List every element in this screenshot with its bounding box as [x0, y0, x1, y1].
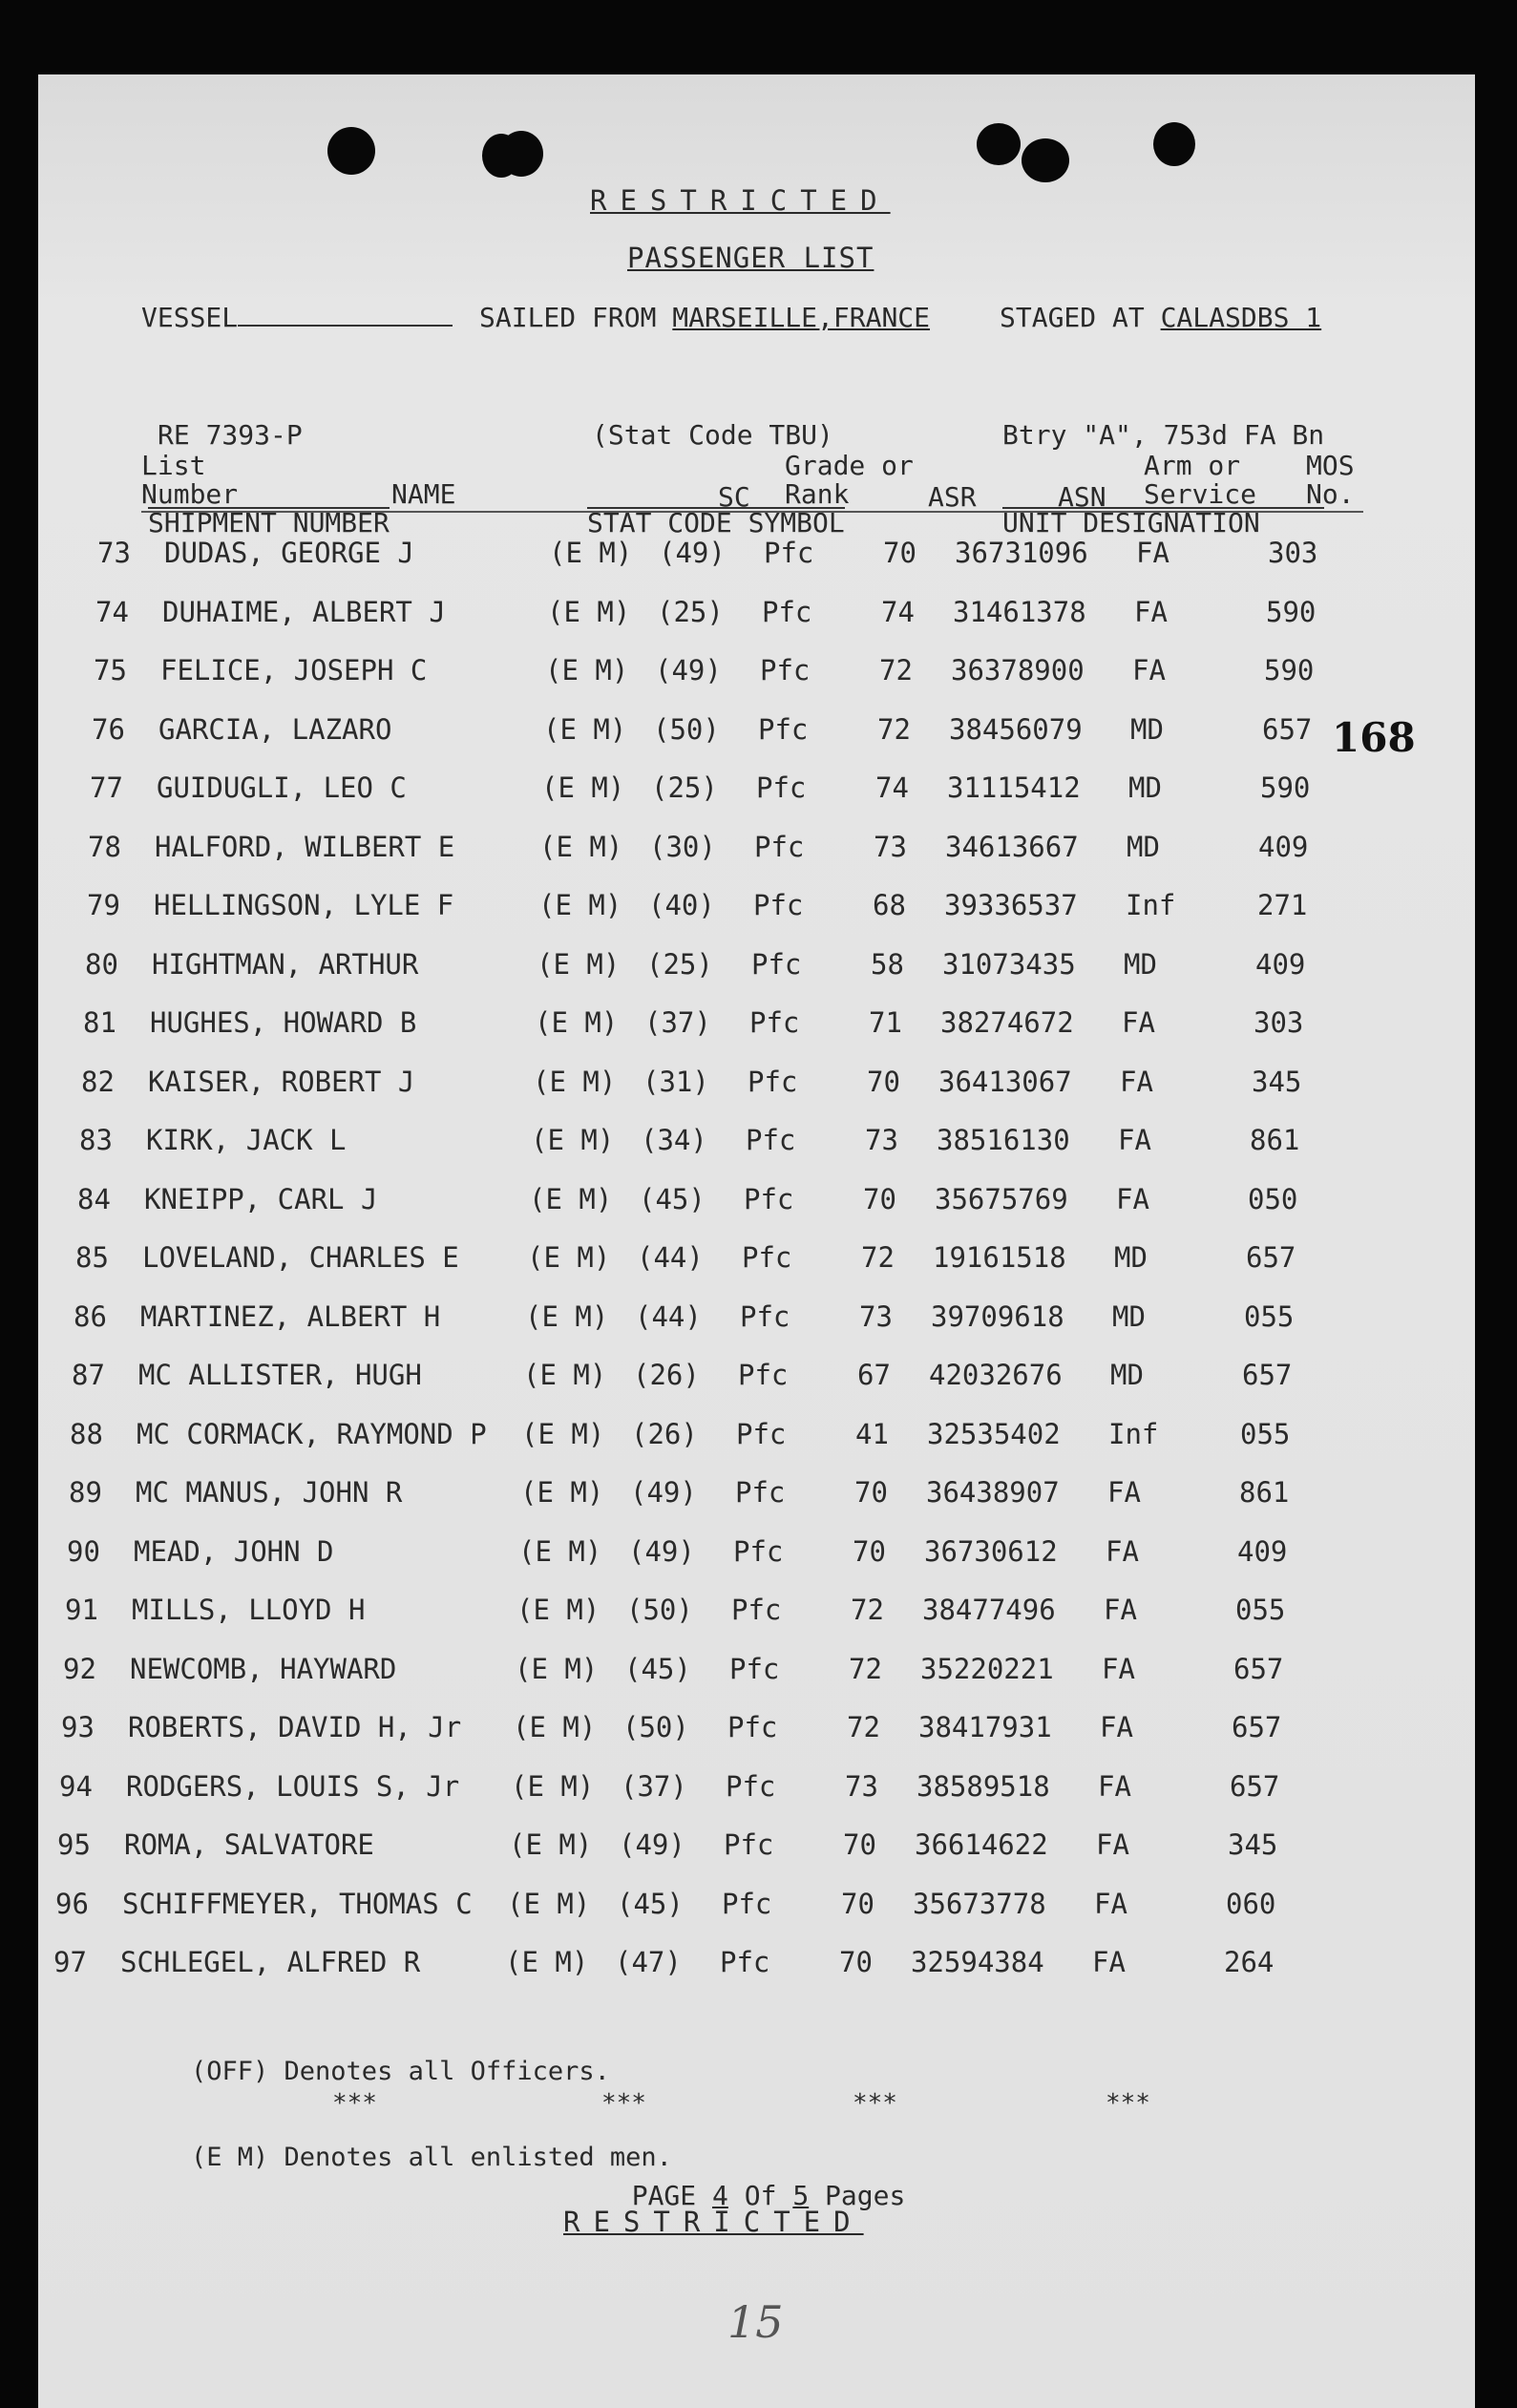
table-row — [0, 1535, 1413, 1577]
cell-cat: (E M) — [509, 1828, 593, 1861]
cell-cat: (E M) — [545, 654, 629, 686]
cell-mos: 657 — [1262, 712, 1313, 746]
cell-asn: 36731096 — [955, 537, 1088, 569]
table-row — [0, 1124, 1413, 1166]
cell-name: KIRK, JACK L — [146, 1124, 347, 1156]
cell-grade: Pfc — [729, 1652, 780, 1685]
punch-hole — [1022, 138, 1069, 182]
cell-cat: (E M) — [521, 1417, 605, 1450]
classification-bottom: RESTRICTED — [563, 2206, 864, 2238]
punch-hole — [327, 127, 375, 175]
table-row — [0, 1653, 1413, 1695]
table-row — [0, 948, 1413, 990]
cell-asr: 73 — [859, 1299, 893, 1333]
separator: *** — [601, 2089, 646, 2118]
cell-sc: (30) — [649, 830, 716, 863]
cell-asr: 70 — [843, 1828, 876, 1861]
cell-grade: Pfc — [722, 1887, 772, 1920]
cell-mos: 055 — [1244, 1299, 1295, 1333]
cell-mos: 657 — [1246, 1241, 1296, 1274]
cell-arm: MD — [1110, 1359, 1144, 1391]
cell-sc: (34) — [641, 1124, 707, 1156]
cell-cat: (E M) — [525, 1299, 609, 1333]
cell-sc: (37) — [621, 1769, 687, 1803]
shipment-number: RE 7393-P SHIPMENT NUMBER — [148, 419, 390, 539]
cell-mos: 409 — [1237, 1534, 1288, 1568]
cell-name: HIGHTMAN, ARTHUR — [152, 947, 419, 981]
cell-cat: (E M) — [543, 712, 627, 746]
cell-name: HUGHES, HOWARD B — [150, 1006, 417, 1039]
col-list-number: List Number — [141, 450, 239, 510]
cell-arm: MD — [1124, 947, 1157, 981]
cell-cat: (E M) — [533, 1065, 617, 1098]
cell-sc: (49) — [659, 537, 726, 569]
cell-sc: (50) — [622, 1711, 689, 1743]
cell-arm: MD — [1128, 771, 1162, 804]
cell-asn: 38417931 — [918, 1711, 1052, 1743]
cell-num: 73 — [97, 537, 131, 569]
cell-sc: (44) — [637, 1241, 704, 1274]
cell-asr: 74 — [875, 771, 909, 804]
cell-sc: (31) — [643, 1065, 709, 1098]
cell-name: MILLS, LLOYD H — [132, 1594, 366, 1626]
cell-grade: Pfc — [764, 537, 814, 569]
cell-asr: 72 — [847, 1711, 880, 1743]
cell-num: 74 — [95, 595, 129, 628]
cell-cat: (E M) — [505, 1946, 589, 1978]
table-row — [0, 1476, 1413, 1518]
cell-arm: FA — [1104, 1594, 1137, 1626]
cell-num: 97 — [53, 1946, 87, 1978]
cell-num: 96 — [55, 1887, 89, 1920]
col-asr: ASR — [928, 481, 977, 513]
cell-asr: 72 — [861, 1241, 895, 1274]
cell-cat: (E M) — [547, 595, 631, 628]
cell-sc: (37) — [644, 1006, 711, 1039]
cell-num: 83 — [79, 1124, 113, 1156]
cell-mos: 345 — [1228, 1828, 1278, 1861]
cell-mos: 303 — [1268, 537, 1318, 569]
cell-num: 95 — [57, 1828, 91, 1861]
legend: (OFF) Denotes all Officers. (E M) Denotes all enlisted men. — [191, 2057, 672, 2172]
cell-name: KAISER, ROBERT J — [148, 1065, 415, 1098]
cell-sc: (45) — [624, 1652, 691, 1685]
cell-arm: FA — [1094, 1887, 1127, 1920]
table-row — [0, 1594, 1413, 1636]
cell-asr: 58 — [871, 947, 904, 981]
cell-mos: 657 — [1230, 1769, 1280, 1803]
cell-asn: 38589518 — [917, 1769, 1050, 1803]
cell-arm: FA — [1102, 1652, 1135, 1685]
cell-arm: FA — [1136, 537, 1169, 569]
cell-cat: (E M) — [507, 1887, 591, 1920]
cell-name: KNEIPP, CARL J — [144, 1182, 378, 1215]
cell-sc: (26) — [631, 1417, 698, 1450]
cell-name: MC ALLISTER, HUGH — [138, 1359, 422, 1391]
col-arm: Arm or Service — [1144, 450, 1257, 510]
table-row — [0, 1359, 1413, 1401]
table-row — [0, 1418, 1413, 1460]
cell-grade: Pfc — [744, 1182, 794, 1215]
cell-num: 84 — [77, 1182, 111, 1215]
cell-asn: 35220221 — [920, 1652, 1054, 1685]
cell-arm: FA — [1092, 1946, 1126, 1978]
cell-grade: Pfc — [754, 830, 805, 863]
handwritten-note: 15 — [727, 2296, 784, 2348]
cell-name: RODGERS, LOUIS S, Jr — [126, 1769, 460, 1803]
cell-sc: (45) — [617, 1887, 684, 1920]
cell-asn: 32535402 — [927, 1417, 1061, 1450]
cell-grade: Pfc — [751, 947, 802, 981]
cell-cat: (E M) — [523, 1359, 607, 1391]
cell-name: SCHIFFMEYER, THOMAS C — [122, 1887, 473, 1920]
table-row — [0, 1300, 1413, 1342]
cell-asn: 36378900 — [951, 654, 1085, 686]
cell-cat: (E M) — [541, 771, 625, 804]
document-title: PASSENGER LIST — [627, 242, 874, 274]
cell-grade: Pfc — [735, 1476, 786, 1509]
cell-asn: 35675769 — [935, 1182, 1068, 1215]
cell-num: 77 — [90, 771, 123, 804]
cell-name: DUDAS, GEORGE J — [164, 537, 414, 569]
cell-cat: (E M) — [531, 1124, 615, 1156]
cell-sc: (50) — [626, 1594, 693, 1626]
separator: *** — [332, 2089, 377, 2118]
cell-grade: Pfc — [727, 1711, 778, 1743]
table-row — [0, 1888, 1413, 1930]
cell-asn: 36413067 — [938, 1065, 1072, 1098]
cell-cat: (E M) — [515, 1652, 599, 1685]
cell-cat: (E M) — [511, 1769, 595, 1803]
cell-num: 82 — [81, 1065, 115, 1098]
col-name: NAME — [391, 478, 456, 510]
cell-cat: (E M) — [539, 830, 623, 863]
cell-num: 86 — [74, 1299, 107, 1333]
sailed-from: SAILED FROM MARSEILLE,FRANCE — [479, 302, 931, 333]
cell-name: MEAD, JOHN D — [134, 1534, 334, 1568]
cell-asn: 38516130 — [937, 1124, 1070, 1156]
table-row — [0, 1828, 1413, 1870]
cell-mos: 657 — [1242, 1359, 1293, 1391]
cell-arm: Inf — [1108, 1417, 1159, 1450]
cell-grade: Pfc — [733, 1534, 784, 1568]
cell-sc: (47) — [615, 1946, 682, 1978]
cell-name: MC CORMACK, RAYMOND P — [137, 1417, 487, 1450]
cell-cat: (E M) — [513, 1711, 597, 1743]
cell-cat: (E M) — [516, 1594, 600, 1626]
cell-grade: Pfc — [756, 771, 807, 804]
cell-sc: (49) — [619, 1828, 685, 1861]
cell-sc: (45) — [639, 1182, 706, 1215]
cell-name: MC MANUS, JOHN R — [136, 1476, 403, 1509]
cell-name: MARTINEZ, ALBERT H — [140, 1299, 441, 1333]
cell-asr: 41 — [855, 1417, 889, 1450]
cell-asn: 19161518 — [933, 1241, 1066, 1274]
cell-name: DUHAIME, ALBERT J — [162, 595, 446, 628]
cell-arm: FA — [1134, 595, 1168, 628]
cell-asr: 70 — [854, 1476, 888, 1509]
cell-mos: 055 — [1240, 1417, 1291, 1450]
cell-asr: 67 — [857, 1359, 891, 1391]
cell-cat: (E M) — [538, 889, 622, 921]
cell-name: HELLINGSON, LYLE F — [154, 889, 454, 921]
cell-asn: 32594384 — [911, 1946, 1044, 1978]
cell-sc: (40) — [648, 889, 715, 921]
cell-num: 94 — [59, 1769, 93, 1803]
cell-arm: FA — [1096, 1828, 1129, 1861]
cell-arm: FA — [1107, 1476, 1141, 1509]
cell-num: 93 — [61, 1711, 95, 1743]
cell-num: 87 — [72, 1359, 105, 1391]
col-asn: ASN — [1058, 481, 1106, 513]
table-row — [0, 596, 1413, 638]
cell-name: LOVELAND, CHARLES E — [142, 1241, 459, 1274]
cell-arm: Inf — [1126, 889, 1176, 921]
cell-grade: Pfc — [726, 1769, 776, 1803]
cell-arm: MD — [1127, 830, 1160, 863]
cell-num: 76 — [92, 712, 125, 746]
punch-hole — [977, 123, 1021, 165]
cell-num: 91 — [65, 1594, 98, 1626]
cell-sc: (26) — [633, 1359, 700, 1391]
cell-mos: 345 — [1252, 1065, 1302, 1098]
vessel-label: VESSEL — [141, 302, 453, 333]
cell-sc: (25) — [651, 771, 718, 804]
cell-asr: 72 — [849, 1652, 882, 1685]
table-row — [0, 1241, 1413, 1283]
cell-asr: 70 — [839, 1946, 873, 1978]
cell-grade: Pfc — [753, 889, 804, 921]
classification-top: RESTRICTED — [590, 184, 891, 217]
cell-asr: 72 — [877, 712, 911, 746]
table-row — [0, 831, 1413, 873]
cell-arm: FA — [1106, 1534, 1139, 1568]
cell-grade: Pfc — [724, 1828, 774, 1861]
cell-arm: MD — [1130, 712, 1164, 746]
table-row — [0, 1006, 1413, 1048]
cell-mos: 303 — [1254, 1006, 1304, 1039]
cell-asn: 36438907 — [926, 1476, 1060, 1509]
cell-grade: Pfc — [742, 1241, 792, 1274]
cell-num: 92 — [63, 1652, 96, 1685]
cell-asn: 39336537 — [944, 889, 1078, 921]
cell-name: SCHLEGEL, ALFRED R — [120, 1946, 421, 1978]
cell-grade: Pfc — [746, 1124, 796, 1156]
cell-asn: 31073435 — [942, 947, 1076, 981]
cell-num: 79 — [87, 889, 120, 921]
col-mos: MOS No. — [1306, 450, 1355, 510]
header-rule — [141, 511, 1363, 513]
cell-arm: FA — [1122, 1006, 1155, 1039]
cell-num: 90 — [67, 1534, 100, 1568]
cell-mos: 590 — [1260, 771, 1311, 804]
cell-asn: 39709618 — [931, 1299, 1064, 1333]
table-row — [0, 1946, 1413, 1988]
cell-cat: (E M) — [529, 1182, 613, 1215]
cell-num: 75 — [94, 654, 127, 686]
punch-hole — [1153, 122, 1195, 166]
cell-name: FELICE, JOSEPH C — [160, 654, 428, 686]
cell-arm: MD — [1112, 1299, 1146, 1333]
cell-asn: 38274672 — [940, 1006, 1074, 1039]
cell-asr: 70 — [863, 1182, 896, 1215]
stat-code: (Stat Code TBU) STAT CODE SYMBOL — [587, 419, 845, 539]
cell-name: GUIDUGLI, LEO C — [157, 771, 407, 804]
cell-name: GARCIA, LAZARO — [158, 712, 392, 746]
cell-num: 78 — [88, 830, 121, 863]
cell-grade: Pfc — [720, 1946, 770, 1978]
cell-num: 81 — [83, 1006, 116, 1039]
cell-asr: 71 — [869, 1006, 902, 1039]
cell-cat: (E M) — [535, 1006, 619, 1039]
cell-arm: FA — [1116, 1182, 1149, 1215]
col-sc: SC — [718, 481, 750, 513]
cell-mos: 271 — [1257, 889, 1308, 921]
cell-cat: (E M) — [549, 537, 633, 569]
unit-designation: Btry "A", 753d FA Bn UNIT DESIGNATION — [1002, 419, 1325, 539]
cell-arm: FA — [1100, 1711, 1133, 1743]
cell-cat: (E M) — [520, 1476, 604, 1509]
cell-sc: (25) — [657, 595, 724, 628]
cell-sc: (25) — [646, 947, 713, 981]
cell-asr: 70 — [853, 1534, 886, 1568]
cell-asn: 36730612 — [924, 1534, 1058, 1568]
cell-sc: (49) — [630, 1476, 697, 1509]
cell-asr: 68 — [873, 889, 906, 921]
cell-grade: Pfc — [758, 712, 809, 746]
cell-name: ROMA, SALVATORE — [124, 1828, 374, 1861]
cell-asr: 73 — [845, 1769, 878, 1803]
cell-grade: Pfc — [731, 1594, 782, 1626]
cell-asr: 73 — [874, 830, 907, 863]
page-indicator: PAGE 4 Of 5 Pages — [631, 2180, 906, 2211]
cell-mos: 590 — [1264, 654, 1315, 686]
cell-name: ROBERTS, DAVID H, Jr — [128, 1711, 462, 1743]
cell-grade: Pfc — [736, 1417, 787, 1450]
cell-arm: MD — [1114, 1241, 1148, 1274]
cell-asr: 70 — [867, 1065, 900, 1098]
cell-num: 80 — [85, 947, 118, 981]
cell-asn: 38477496 — [922, 1594, 1056, 1626]
cell-asr: 74 — [881, 595, 915, 628]
cell-mos: 657 — [1232, 1711, 1282, 1743]
cell-num: 89 — [69, 1476, 102, 1509]
cell-mos: 590 — [1266, 595, 1317, 628]
cell-grade: Pfc — [749, 1006, 800, 1039]
cell-asr: 70 — [841, 1887, 874, 1920]
cell-grade: Pfc — [740, 1299, 790, 1333]
cell-asn: 42032676 — [929, 1359, 1063, 1391]
cell-cat: (E M) — [518, 1534, 602, 1568]
cell-arm: FA — [1120, 1065, 1153, 1098]
stamp-number: 168 — [1332, 714, 1416, 761]
cell-mos: 409 — [1258, 830, 1309, 863]
cell-arm: FA — [1098, 1769, 1131, 1803]
cell-mos: 050 — [1248, 1182, 1298, 1215]
cell-asn: 34613667 — [945, 830, 1079, 863]
cell-num: 85 — [75, 1241, 109, 1274]
table-row — [0, 654, 1413, 696]
cell-grade: Pfc — [760, 654, 811, 686]
table-row — [0, 1066, 1413, 1108]
cell-name: HALFORD, WILBERT E — [155, 830, 455, 863]
cell-cat: (E M) — [527, 1241, 611, 1274]
cell-asr: 70 — [883, 537, 917, 569]
cell-mos: 861 — [1239, 1476, 1290, 1509]
cell-mos: 657 — [1233, 1652, 1284, 1685]
cell-sc: (49) — [628, 1534, 695, 1568]
cell-asr: 73 — [865, 1124, 898, 1156]
staged-at: STAGED AT CALASDBS 1 — [1000, 302, 1322, 333]
cell-grade: Pfc — [738, 1359, 789, 1391]
col-grade: Grade or Rank — [785, 450, 914, 510]
cell-mos: 861 — [1250, 1124, 1300, 1156]
table-row — [0, 1711, 1413, 1753]
cell-grade: Pfc — [762, 595, 812, 628]
separator: *** — [1106, 2089, 1150, 2118]
cell-sc: (50) — [653, 712, 720, 746]
cell-arm: FA — [1132, 654, 1166, 686]
cell-asn: 31115412 — [947, 771, 1081, 804]
cell-asr: 72 — [879, 654, 913, 686]
cell-mos: 060 — [1226, 1887, 1276, 1920]
separator: *** — [853, 2089, 897, 2118]
cell-asn: 38456079 — [949, 712, 1083, 746]
table-row — [0, 771, 1413, 813]
cell-asn: 35673778 — [913, 1887, 1046, 1920]
cell-sc: (44) — [635, 1299, 702, 1333]
cell-mos: 055 — [1235, 1594, 1286, 1626]
punch-hole — [499, 131, 543, 177]
table-row — [0, 889, 1413, 931]
cell-arm: FA — [1118, 1124, 1151, 1156]
table-row — [0, 713, 1413, 755]
cell-asn: 31461378 — [953, 595, 1086, 628]
cell-mos: 264 — [1224, 1946, 1275, 1978]
cell-cat: (E M) — [537, 947, 621, 981]
cell-asr: 72 — [851, 1594, 884, 1626]
cell-num: 88 — [70, 1417, 103, 1450]
cell-grade: Pfc — [748, 1065, 798, 1098]
table-row — [0, 537, 1413, 579]
cell-name: NEWCOMB, HAYWARD — [130, 1652, 397, 1685]
table-row — [0, 1183, 1413, 1225]
cell-asn: 36614622 — [915, 1828, 1048, 1861]
cell-sc: (49) — [655, 654, 722, 686]
table-row — [0, 1770, 1413, 1812]
cell-mos: 409 — [1255, 947, 1306, 981]
